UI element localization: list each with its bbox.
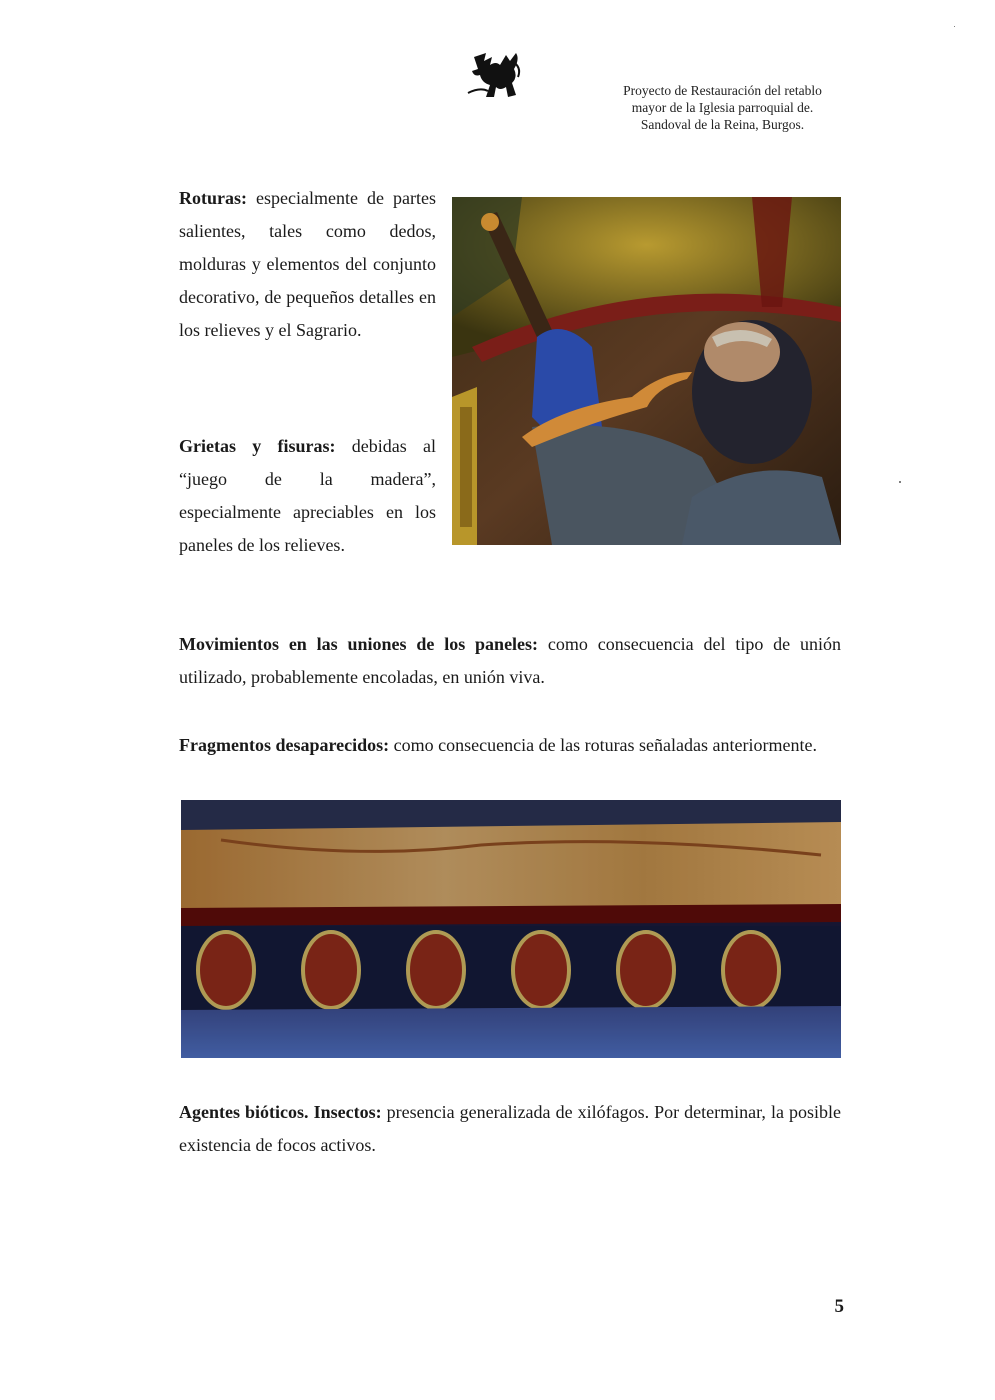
section-text: como consecuencia del tipo de unión utilizado, probablemente encoladas, en unión viva. [179, 634, 841, 687]
page-number: 5 [834, 1296, 844, 1317]
header-line: Proyecto de Restauración del retablo [623, 83, 822, 98]
scan-speck [954, 26, 955, 27]
saint-sculpture-photo [452, 197, 841, 545]
section-heading: Fragmentos desaparecidos: [179, 735, 390, 755]
section-movimientos [179, 628, 841, 694]
header-line: Sandoval de la Reina, Burgos. [640, 117, 805, 132]
heraldic-dragon-icon [466, 47, 524, 101]
section-text: presencia generalizada de xilófagos. Por determinar, la posible existencia de focos activos. [179, 1102, 841, 1155]
header-line: mayor de la Iglesia parroquial de. [631, 100, 814, 115]
section-text: especialmente de partes salientes, tales como dedos, molduras y elementos del conjunto decorativo, de pequeños detalles en los relieves y el Sagrario. [179, 188, 436, 340]
section-heading: Movimientos en las uniones de los paneles: [179, 634, 539, 654]
section-heading: Grietas y fisuras: [179, 436, 336, 456]
section-grietas [179, 430, 436, 562]
section-fragmentos [179, 729, 841, 762]
section-text: debidas al “juego de la madera”, especialmente apreciables en los paneles de los relieves. [179, 436, 436, 555]
section-heading: Agentes bióticos. Insectos: [179, 1102, 382, 1122]
scan-speck [899, 481, 901, 483]
section-agentes-bioticos [179, 1096, 841, 1162]
carved-molding-photo [181, 800, 841, 1058]
header-project-title [600, 82, 845, 133]
section-text: como consecuencia de las roturas señaladas anteriormente. [389, 735, 817, 755]
section-roturas [179, 182, 436, 347]
section-heading: Roturas: [179, 188, 247, 208]
